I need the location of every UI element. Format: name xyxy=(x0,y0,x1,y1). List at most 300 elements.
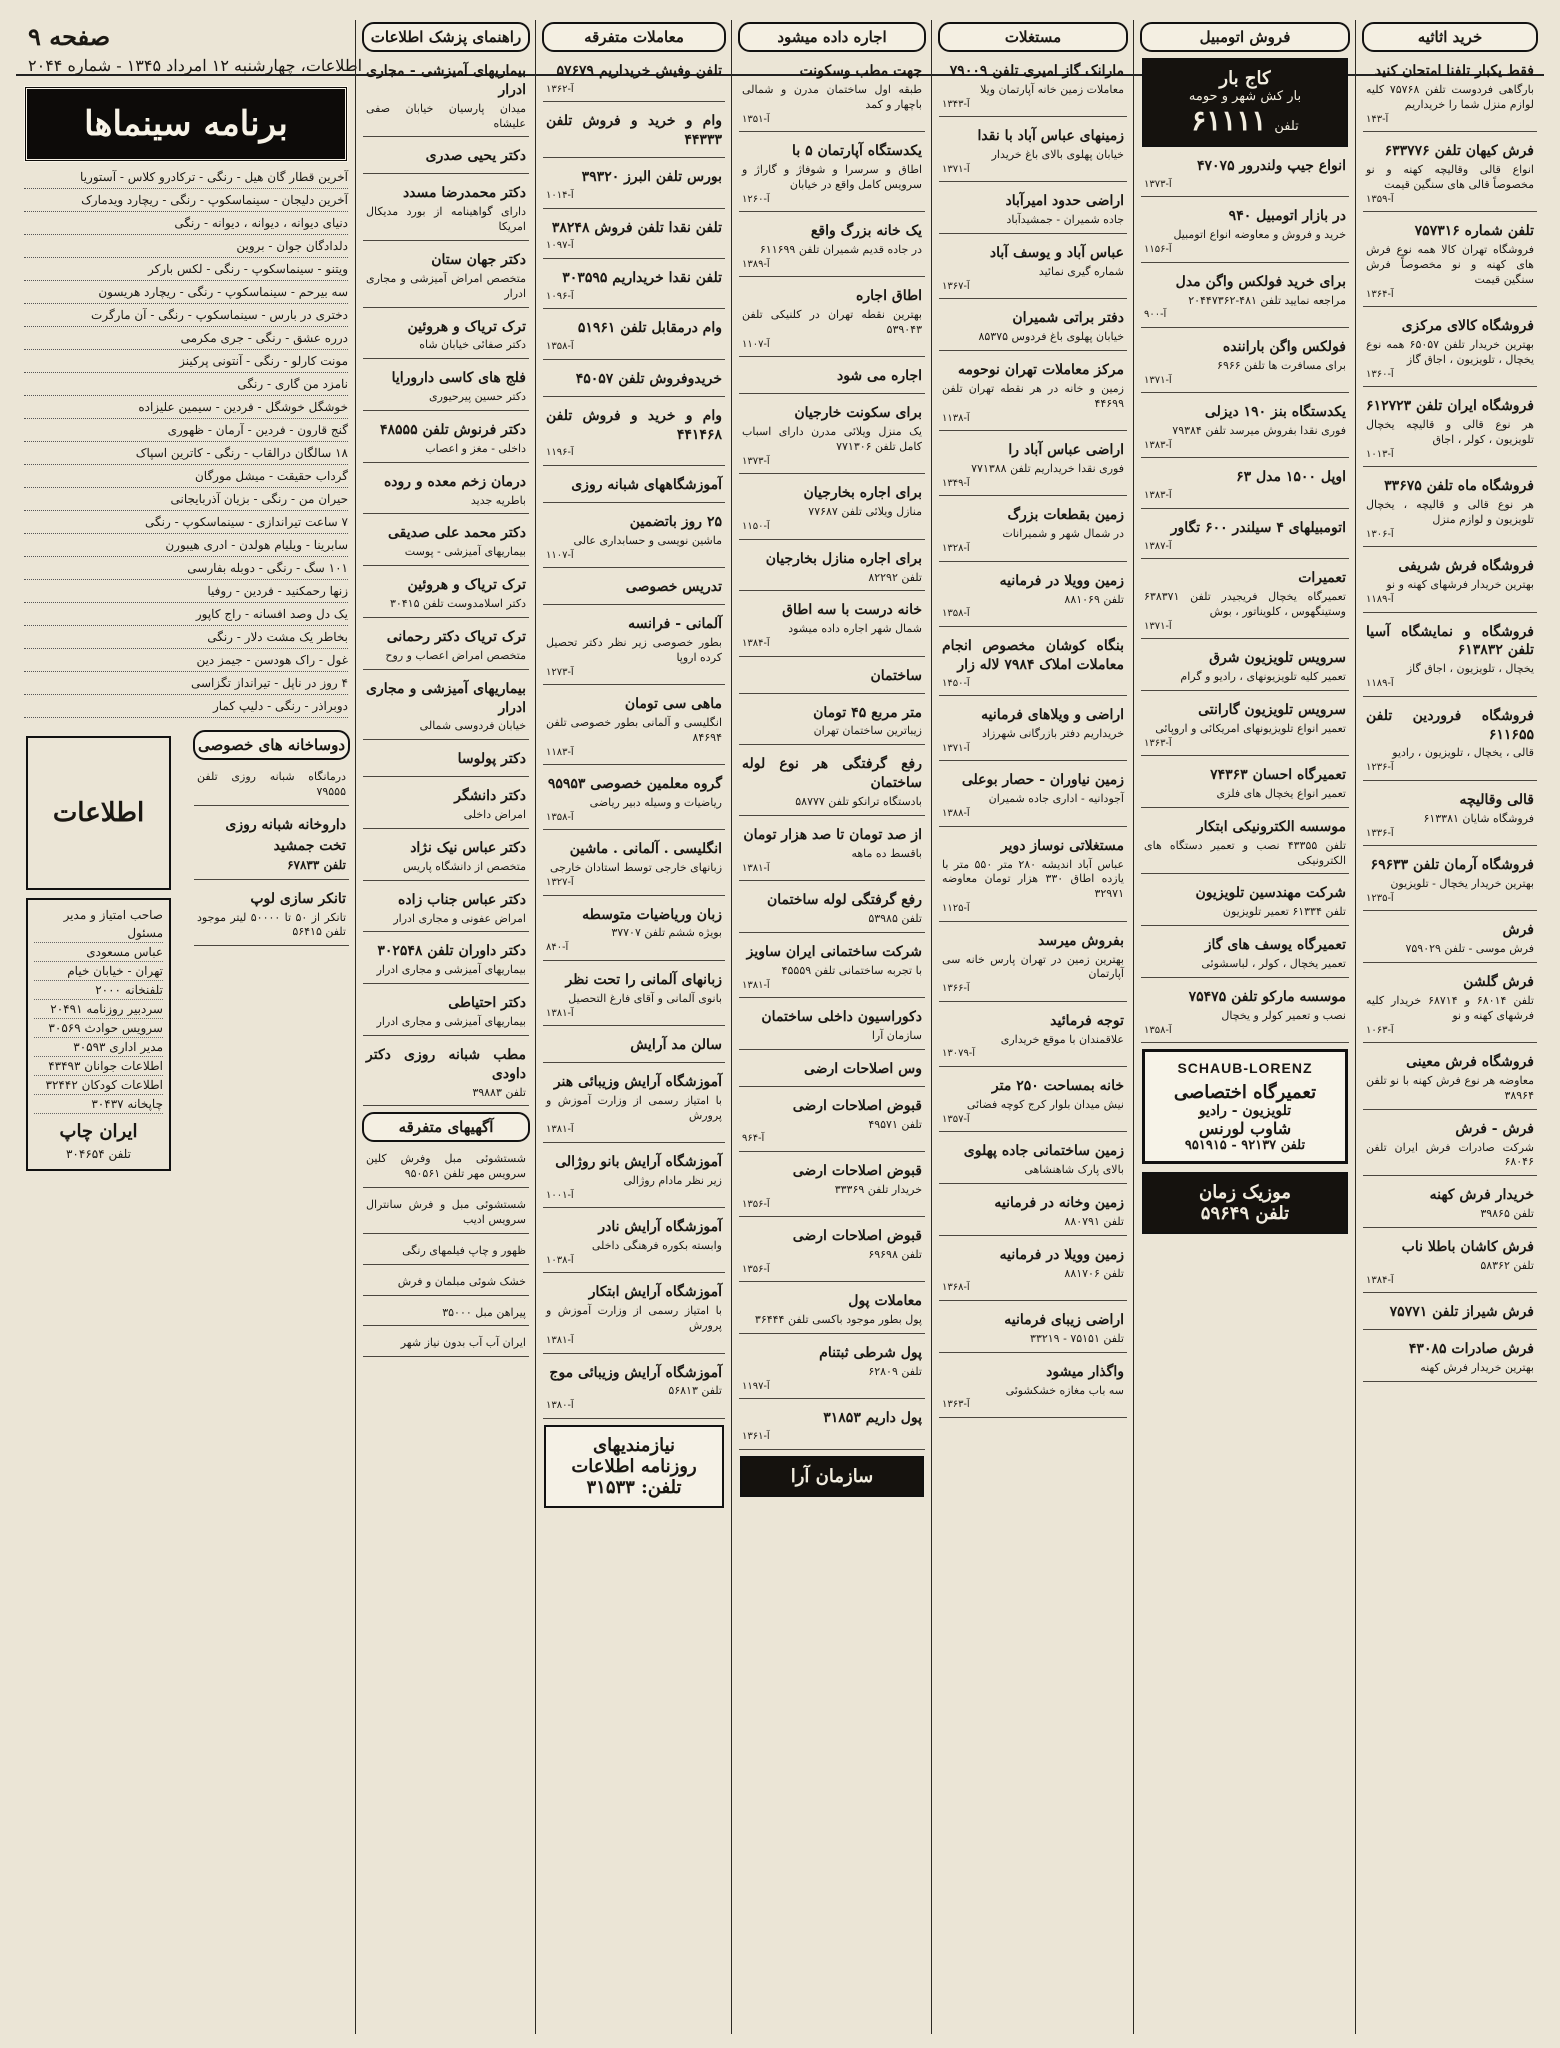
ad-title: برای سکونت خارجیان xyxy=(794,405,922,422)
ad-body: معاوضه هر نوع فرش کهنه با نو تلفن ۳۸۹۶۴ xyxy=(1366,1073,1534,1102)
ad-title: فروشگاه ایران تلفن ۶۱۲۷۲۳ xyxy=(1366,398,1534,415)
classified-ad xyxy=(363,314,529,360)
ad-reference: آ-۱۲۶۰ xyxy=(742,193,770,205)
classified-ad xyxy=(543,1032,725,1063)
ad-reference: آ-۱۳۸۳ xyxy=(1144,439,1172,451)
classified-ad xyxy=(1141,565,1349,639)
classified-ad xyxy=(543,108,725,158)
ad-title: آموزشگاه آرایش ابتکار xyxy=(588,1284,722,1301)
ad-title: سالن مد آرایش xyxy=(630,1037,722,1054)
ad-title: تعمیرگاه احسان ۷۴۳۶۳ xyxy=(1210,767,1346,784)
ad-body: خریدار تلفن ۳۳۳۶۹ xyxy=(834,1182,922,1196)
ad-title: خریدار فرش کهنه xyxy=(1429,1187,1534,1204)
ad-body: تلفن ۸۸۰۷۹۱ xyxy=(1064,1214,1124,1228)
ad-title: فلج های کاسی دارورایا xyxy=(391,370,526,387)
ad-reference: آ-۱۳۸۳ xyxy=(1144,490,1172,502)
classified-ad xyxy=(543,1279,725,1353)
ad-reference: آ-۱۳۰۶ xyxy=(1366,528,1394,540)
classified-ad xyxy=(939,1307,1127,1353)
ad-title: موسسه مارکو تلفن ۷۵۴۷۵ xyxy=(1188,988,1346,1005)
classified-ad xyxy=(363,247,529,308)
ad-body: خیابان پهلوی بالای باغ خریدار xyxy=(991,148,1124,162)
ad-title: دکوراسیون داخلی ساختمان xyxy=(761,1009,922,1026)
classified-ad xyxy=(739,887,925,933)
ad-body: تعمیرگاه یخچال فریجیدر تلفن ۶۳۸۳۷۱ وستینگهوس ، کلویناتور ، بوش xyxy=(1144,590,1346,618)
classified-ad xyxy=(739,363,925,394)
ad-title: متر مربع ۴۵ تومان xyxy=(813,704,922,721)
ad-title: آموزشگاههای شبانه روزی xyxy=(571,476,722,493)
classified-ad xyxy=(543,164,725,208)
ad-reference: آ-۱۱۳۸ xyxy=(942,412,970,424)
ad-reference: آ-۱۳۵۶ xyxy=(742,1198,770,1210)
classified-ad xyxy=(543,1149,725,1208)
cinema-listing: دنیای دیوانه ، دیوانه ، دیوانه - رنگی xyxy=(24,214,348,235)
ad-reference: آ-۱۳۵۱ xyxy=(742,113,770,125)
dateline: اطلاعات، چهارشنبه ۱۲ امرداد ۱۳۴۵ - شماره ۲۰۴۴ xyxy=(28,56,363,75)
ad-reference: آ-۱۳۷۱ xyxy=(942,163,970,175)
classified-ad xyxy=(939,502,1127,561)
ad-body: داخلی - مغز و اعصاب xyxy=(425,441,526,455)
schaub-name: شاوب لورنس xyxy=(1198,1119,1292,1139)
ad-title: دکتر احتیاطی xyxy=(448,995,526,1012)
ad-reference: آ-۱۱۸۹ xyxy=(1366,594,1394,606)
ad-body: عباس آباد اندیشه ۲۸۰ متر ۵۵۰ متر با یازده اطاق ۳۳۰ هزار تومان معاوضه ۳۲۹۷۱ xyxy=(942,857,1125,901)
column-furniture xyxy=(1355,20,1544,2034)
classified-ad xyxy=(739,283,925,357)
ad-title: فرش xyxy=(1502,922,1534,939)
ad-body: آجودانیه - اداری جاده شمیران xyxy=(988,792,1124,806)
classified-ad xyxy=(939,568,1127,627)
ad-title: زمین نیاوران - حصار بوعلی xyxy=(961,772,1124,789)
ad-body: بانوی آلمانی و آقای فارغ التحصیل xyxy=(568,991,722,1005)
ad-body: تعمیر کلیه تلویزیونهای ، رادیو و گرام xyxy=(1180,670,1346,684)
ad-title: ترک تریاک دکتر رحمانی xyxy=(386,628,526,645)
need-phone: تلفن: ۳۱۵۳۳ xyxy=(586,1476,682,1498)
ad-title: فروشگاه فرش معینی xyxy=(1406,1054,1534,1071)
cinema-listing: ۷ ساعت تیراندازی - سینماسکوپ - رنگی xyxy=(24,513,348,534)
masthead-line: عباس مسعودی xyxy=(34,943,163,962)
classified-ad xyxy=(543,611,725,685)
ad-title: مارانک گاز امیری تلفن ۷۹۰۰۹ xyxy=(949,63,1124,79)
ad-reference: آ-۱۰۱۴ xyxy=(546,190,574,202)
ad-reference: آ-۱۳۷۳ xyxy=(1144,178,1172,190)
ad-reference: آ-۹۰۰ xyxy=(1144,309,1167,321)
pharmacy-name: تخت جمشید xyxy=(273,837,346,854)
classified-ad xyxy=(543,403,725,466)
ad-title: آموزشگاه آرایش نادر xyxy=(598,1219,722,1236)
ad-reference: آ-۱۳۵۸ xyxy=(1144,1024,1172,1036)
classified-ad xyxy=(1363,787,1537,846)
ad-title: شرکت مهندسین تلویزیون xyxy=(1195,885,1346,902)
tanker-body: تانکر از ۵۰ تا ۵۰۰۰۰ لیتر موجود تلفن ۵۶۴۱۵ xyxy=(197,910,347,939)
classified-ad xyxy=(363,783,529,829)
ad-reference: آ-۱۲۳۵ xyxy=(1366,892,1394,904)
ad-body: تلفن ۶۸۰۱۴ و ۶۸۷۱۴ خریدار کلیه فرشهای کهنه و نو xyxy=(1366,993,1534,1022)
classified-ad xyxy=(939,357,1127,431)
page-number: صفحه ۹ xyxy=(28,22,111,51)
ad-body: ریاضیات و وسیله دبیر ریاضی xyxy=(589,795,722,809)
classified-ad xyxy=(1363,703,1537,781)
ad-reference: آ-۱۰۳۸ xyxy=(546,1254,574,1266)
ad-body: امراض داخلی xyxy=(463,808,526,822)
classified-ad xyxy=(739,1288,925,1334)
column-heading: راهنمای پزشک اطلاعات xyxy=(362,22,530,52)
special-ad: شستشوئی مبل وفرش کلین سرویس مهر تلفن ۹۵۰۵۶۱ xyxy=(363,1148,529,1188)
ad-title: فروشگاه ماه تلفن ۳۳۶۷۵ xyxy=(1384,478,1534,495)
classified-ad xyxy=(543,509,725,568)
classified-ad xyxy=(939,1242,1127,1301)
ad-title: از صد تومان تا صد هزار تومان xyxy=(743,826,922,843)
ad-reference: آ-۱۱۸۳ xyxy=(546,746,574,758)
ad-title: مستغلاتی نوساز دویر xyxy=(1000,837,1124,854)
cinema-listing: بخاطر یک مشت دلار - رنگی xyxy=(24,628,348,649)
ad-body: متخصص امراض اعصاب و روح xyxy=(385,648,526,662)
ad-reference: آ-۱۱۲۵ xyxy=(942,903,970,915)
column-heading: اجاره داده میشود xyxy=(738,22,926,52)
cinema-listing: آخرین قطار گان هیل - رنگی - ترکادرو کلاس - آستوریا xyxy=(24,168,348,189)
ad-title: دفتر براتی شمیران xyxy=(1012,310,1124,327)
ad-reference: آ-۱۳۸۱ xyxy=(546,1124,574,1136)
kaj-phone-label: تلفن xyxy=(1274,119,1299,134)
ad-reference: آ-۱۳۶۴ xyxy=(1366,288,1394,300)
ad-title: توجه فرمائید xyxy=(1050,1012,1124,1029)
classified-ad xyxy=(543,366,725,397)
classified-ad xyxy=(939,1073,1127,1132)
masthead-line: تهران - خیابان خیام xyxy=(34,962,163,981)
ad-body: میدان پارسیان خیابان صفی علیشاه xyxy=(366,101,526,130)
cinema-listing: دختری در بارس - سینماسکوپ - رنگی - آن مارگرت xyxy=(24,306,348,327)
ad-body: یخچال ، تلویزیون ، اجاق گاز xyxy=(1406,662,1534,676)
classified-ad xyxy=(939,1138,1127,1184)
ad-title: اراضی زیبای فرمانیه xyxy=(1004,1311,1124,1328)
special-ad: ظهور و چاپ فیلمهای رنگی xyxy=(363,1240,529,1265)
pharmacy-phone: تلفن ۶۷۸۳۳ xyxy=(287,858,346,873)
ad-reference: آ-۱۳۸۱ xyxy=(546,1335,574,1347)
classified-ad xyxy=(739,1093,925,1152)
classified-ad xyxy=(1141,762,1349,808)
classified-ad xyxy=(1141,515,1349,559)
music-title: موزیک زمان xyxy=(1198,1182,1292,1204)
classified-ad xyxy=(543,836,725,895)
ad-body: سه باب مغازه خشکشوئی xyxy=(1005,1383,1124,1397)
ad-title: دکتر جهان ستان xyxy=(431,251,526,268)
ad-reference: آ-۱۲۳۶ xyxy=(1366,762,1394,774)
need-title: نیازمندیهای xyxy=(592,1434,676,1456)
classified-ad xyxy=(1141,269,1349,328)
ad-body: خیابان فردوسی شمالی xyxy=(419,719,526,733)
ad-body: علاقمندان با موقع خریداری xyxy=(1000,1032,1124,1046)
kaj-subtitle: بار کش شهر و حومه xyxy=(1188,89,1302,104)
ad-body: سازمان آرا xyxy=(871,1028,922,1042)
classified-ad xyxy=(1141,880,1349,926)
ad-reference: آ-۱۴۳ xyxy=(1366,113,1389,125)
special-ad: شستشوئی مبل و فرش سانترال سرویس ادیب xyxy=(363,1194,529,1234)
classified-ad xyxy=(739,751,925,816)
cinema-listing: دلدادگان جوان - بروین xyxy=(24,237,348,258)
cinema-listing: یک دل وصد افسانه - راج کاپور xyxy=(24,605,348,626)
ad-title: وام و خرید و فروش تلفن ۴۴۱۴۶۸ xyxy=(546,407,722,443)
ad-reference: آ-۱۱۵۶ xyxy=(1144,244,1172,256)
column-heading: مستغلات xyxy=(938,22,1128,52)
ad-title: دکتر محمدرضا مسدد xyxy=(402,185,526,202)
ad-title: دکتر پولوسا xyxy=(457,751,526,768)
ad-title: تعمیرگاه یوسف های گاز xyxy=(1204,937,1346,954)
classified-ad xyxy=(1141,334,1349,393)
ad-title: دکتر فرنوش تلفن ۴۸۵۵۵ xyxy=(380,421,526,438)
ad-body: فوری نقدا خریداریم تلفن ۷۷۱۳۸۸ xyxy=(971,462,1124,476)
ad-body: شرکت صادرات فرش ایران تلفن ۶۸۰۴۶ xyxy=(1366,1140,1534,1169)
ad-reference: آ-۱۱۰۷ xyxy=(546,549,574,561)
kaj-bar-ad xyxy=(1142,58,1348,147)
classified-ad xyxy=(939,188,1127,234)
ad-reference: آ-۱۳۲۷ xyxy=(546,877,574,889)
classified-ad xyxy=(543,967,725,1026)
cinema-listing: ویتنو - سینماسکوپ - رنگی - لکس بارکر xyxy=(24,260,348,281)
ad-title: زمین ساختمانی جاده پهلوی xyxy=(963,1143,1124,1160)
classified-ad xyxy=(363,572,529,618)
ad-title: قبوض اصلاحات ارضی xyxy=(792,1228,922,1245)
ad-body: باطریه جدید xyxy=(470,493,526,507)
ad-reference: آ-۱۳۳۶ xyxy=(1366,827,1394,839)
classified-ad xyxy=(1363,393,1537,467)
classified-ad xyxy=(1141,984,1349,1043)
cinema-listing: نامزد من گاری - رنگی xyxy=(24,375,348,396)
classified-ad xyxy=(1363,1049,1537,1110)
ad-title: فرش - فرش xyxy=(1455,1120,1534,1137)
classified-ad xyxy=(739,546,925,592)
ad-body: زیباترین ساختمان تهران xyxy=(813,724,922,738)
special-ad: خشک شوئی مبلمان و فرش xyxy=(363,1271,529,1296)
cinema-listing: آخرین دلیجان - سینماسکوپ - رنگی - ریچارد ویدمارک xyxy=(24,191,348,212)
ad-title: قالی وقالیچه xyxy=(1459,791,1534,808)
ad-reference: آ-۱۳۷۱ xyxy=(1144,620,1172,632)
classified-ad xyxy=(739,1223,925,1282)
ad-title: انگلیسی . آلمانی . ماشین xyxy=(569,841,722,858)
ad-title: اراضی و ویلاهای فرمانیه xyxy=(981,707,1124,724)
classified-ad xyxy=(1141,814,1349,875)
classified-ad xyxy=(739,597,925,656)
cinema-listing: سه بیرحم - سینماسکوپ - رنگی - ریچارد هریسون xyxy=(24,283,348,304)
classified-ad xyxy=(363,520,529,566)
ad-title: آموزشگاه آرایش وزیبائی موج xyxy=(549,1364,722,1381)
ad-title: دکتر یحیی صدری xyxy=(425,148,526,165)
ad-title: جهت مطب وسکونت xyxy=(799,63,922,79)
ad-title: اراضی عباس آباد را xyxy=(1008,442,1124,459)
ad-reference: آ-۱۳۵۸ xyxy=(546,341,574,353)
ad-title: زمین وویلا در فرمانیه xyxy=(999,572,1124,589)
classified-ad xyxy=(1141,203,1349,262)
ad-body: منازل ویلائی تلفن ۷۷۶۸۷ xyxy=(808,505,922,519)
classified-ad xyxy=(363,143,529,174)
ad-title: آموزشگاه آرایش وزیبائی هنر xyxy=(553,1073,722,1090)
classified-ad xyxy=(543,691,725,765)
classified-ad xyxy=(739,58,925,132)
special-ad: پیراهن مبل ۳۵۰۰۰ xyxy=(363,1302,529,1327)
classified-ad xyxy=(543,1069,725,1143)
ad-body: وابسته بکوره فرهنگی داخلی xyxy=(591,1239,722,1253)
ad-body: شماره گیری نمائید xyxy=(1038,265,1124,279)
ad-title: سرویس تلویزیون شرق xyxy=(1209,650,1346,667)
masthead-line: مدیر اداری ۳۰۵۹۳ xyxy=(34,1038,163,1057)
ad-reference: آ-۱۳۸۰ xyxy=(546,1400,574,1412)
ad-reference: آ-۱۰۱۳ xyxy=(1366,448,1394,460)
schaub-brand: SCHAUB-LORENZ xyxy=(1177,1060,1313,1077)
classified-ad xyxy=(939,1359,1127,1418)
classified-ad xyxy=(739,663,925,694)
ad-title: اتومبیلهای ۴ سیلندر ۶۰۰ تگاور xyxy=(1170,519,1346,536)
ad-reference: آ-۹۶۴ xyxy=(742,1133,765,1145)
classified-ad xyxy=(1141,645,1349,691)
ad-title: پول شرطی ثبتنام xyxy=(819,1345,922,1362)
ad-reference: آ-۱۳۵۸ xyxy=(942,608,970,620)
ad-body: با امتیاز رسمی از وزارت آموزش و پرورش xyxy=(546,1304,722,1333)
ad-body: دکتر حسین پیرحیوری xyxy=(429,390,526,404)
ad-title: وام درمقابل تلفن ۵۱۹۶۱ xyxy=(577,320,722,337)
ad-body: اطاق و سرسرا و شوفاژ و گاراژ و سرویس کامل واقع در خیابان xyxy=(742,162,922,191)
ad-body: بهترین زمین در تهران پارس خانه سی آپارتمان xyxy=(942,952,1124,981)
ad-title: مرکز معاملات تهران نوحومه xyxy=(957,362,1124,379)
ad-body: تلفن ۸۸۱۰۶۹ xyxy=(1064,592,1124,606)
ad-title: دکتر داوران تلفن ۳۰۲۵۴۸ xyxy=(377,943,526,960)
ad-reference: آ-۱۲۷۳ xyxy=(546,666,574,678)
clinics-heading: دوساخانه های خصوصی xyxy=(193,730,350,760)
ad-reference: آ-۱۳۵۸ xyxy=(546,811,574,823)
ad-title: سرویس تلویزیون گارانتی xyxy=(1198,701,1346,718)
cinema-listing: گنج قارون - فردین - آرمان - ظهوری xyxy=(24,421,348,442)
printer-phone: تلفن ۳۰۴۶۵۴ xyxy=(65,1147,131,1161)
ad-title: فرش شیراز تلفن ۷۵۷۷۱ xyxy=(1389,1304,1534,1321)
ad-reference: آ-۱۳۸۹ xyxy=(742,258,770,270)
ad-title: بفروش میرسد xyxy=(1038,932,1124,949)
ad-body: فروشگاه شایان ۶۱۳۳۸۱ xyxy=(1423,811,1534,825)
classified-ad-box xyxy=(544,1425,724,1508)
kaj-title: کاج بار xyxy=(1219,68,1271,89)
classified-ad xyxy=(1363,917,1537,963)
ad-reference: آ-۸۴۰ xyxy=(546,942,569,954)
ad-title: مطب شبانه روزی دکتر داودی xyxy=(366,1046,526,1082)
ad-reference: آ-۱۳۷۳ xyxy=(742,455,770,467)
classified-ad xyxy=(939,928,1127,1002)
ad-title: آموزشگاه آرایش بانو روژالی xyxy=(555,1153,722,1170)
classified-ad xyxy=(363,676,529,741)
ad-title: فرش صادرات ۴۳۰۸۵ xyxy=(1408,1341,1534,1358)
schaub-title: تعمیرگاه اختصاصی xyxy=(1173,1082,1317,1104)
ad-title: انواع جیپ ولندرور ۴۷۰۷۵ xyxy=(1196,158,1346,174)
ad-reference: آ-۱۳۶۶ xyxy=(942,983,970,995)
classified-ad xyxy=(543,215,725,259)
ad-reference: آ-۱۳۶۱ xyxy=(742,1431,770,1443)
ad-reference: آ-۱۱۵۰ xyxy=(742,521,770,533)
cinema-listing: ۱۰۱ سگ - رنگی - دوبله بفارسی xyxy=(24,559,348,580)
ad-reference: آ-۱۳۶۰ xyxy=(1366,368,1394,380)
column-heading: خرید اثاثیه xyxy=(1362,22,1538,52)
masthead-line: سرویس حوادث ۳۰۵۶۹ xyxy=(34,1019,163,1038)
ad-body: پول بطور موجود باکسی تلفن ۳۶۴۴۴ xyxy=(754,1313,922,1327)
ad-body: انواع قالی وقالیچه کهنه و نو مخصوصاً قالی های سنگین قیمت xyxy=(1366,162,1534,191)
ad-title: قبوض اصلاحات ارضی xyxy=(792,1097,922,1114)
ad-title: اجاره می شود xyxy=(836,368,922,385)
ad-body: دکتر صفائی خیابان شاه xyxy=(419,338,526,352)
printer-name: ایران چاپ xyxy=(59,1121,138,1142)
music-phone: تلفن ۵۹۶۴۹ xyxy=(1200,1203,1290,1225)
column-heading: فروش اتومبیل xyxy=(1140,22,1350,52)
classified-ad xyxy=(1141,399,1349,458)
masthead-line: صاحب امتیاز و مدیر مسئول xyxy=(34,906,163,943)
special-ad: ایران آب آب بدون نیاز شهر xyxy=(363,1332,529,1357)
classified-ad xyxy=(1363,473,1537,547)
ad-body: تعمیر انواع یخچال های فلزی xyxy=(1216,787,1346,801)
ad-title: تدریس خصوصی xyxy=(625,579,722,596)
classified-ad xyxy=(739,700,925,746)
sazman-title: سازمان آرا xyxy=(790,1465,874,1487)
ad-body: فروشگاه تهران کالا همه نوع فرش های کهنه و نو مخصوصاً فرش سنگین قیمت xyxy=(1366,243,1534,286)
ad-reference: آ-۱۳۴۳ xyxy=(942,98,970,110)
ad-reference: آ-۱۳۸۷ xyxy=(1144,540,1172,552)
ad-reference: آ-۱۳۵۹ xyxy=(1366,193,1394,205)
masthead-line: اطلاعات جوانان ۴۳۴۹۳ xyxy=(34,1057,163,1076)
ad-body: تعمیر یخچال ، کولر ، لباسشوئی xyxy=(1201,957,1346,971)
classified-ad xyxy=(363,58,529,137)
classified-ad xyxy=(543,265,725,309)
classified-ad xyxy=(739,1056,925,1087)
cinema-listing: ۴ روز در ناپل - تیرانداز تگزاسی xyxy=(24,674,348,695)
ad-title: بیماریهای آمیزشی و مجاری ادرار xyxy=(366,680,526,716)
ad-body: در جاده قدیم شمیران تلفن ۶۱۱۶۹۹ xyxy=(759,243,922,257)
classified-ad xyxy=(939,1008,1127,1067)
ad-body: شمال شهر اجاره داده میشود xyxy=(788,622,922,636)
cinema-listing: حیران من - رنگی - بزیان آذربایجانی xyxy=(24,490,348,511)
ad-body: یک منزل ویلائی مدرن دارای اسباب کامل تلفن ۷۷۱۳۰۶ xyxy=(742,425,922,454)
classified-ad xyxy=(1141,153,1349,197)
ad-body: با امتیاز رسمی از وزارت آموزش و پرورش xyxy=(546,1093,722,1122)
ad-body: تلفن ۴۹۵۷۱ xyxy=(868,1117,922,1131)
ad-body: بادستگاه ترانکو تلفن ۵۸۷۷۷ xyxy=(795,795,922,809)
ad-title: بیماریهای آمیزشی - مجاری ادرار xyxy=(366,63,526,98)
ad-title: تلفن شماره ۷۵۷۳۱۶ xyxy=(1414,223,1534,240)
ad-title: فروشگاه کالای مرکزی xyxy=(1401,318,1534,335)
classified-ad xyxy=(739,1340,925,1399)
classified-ad xyxy=(1363,1116,1537,1177)
ad-title: ماهی سی تومان xyxy=(624,696,722,712)
classified-ad xyxy=(543,574,725,605)
masthead-line: اطلاعات کودکان ۳۲۴۴۲ xyxy=(34,1076,163,1095)
classified-ad xyxy=(363,469,529,515)
ad-title: اراضی حدود امیرآباد xyxy=(1005,193,1124,210)
ad-title: گروه معلمین خصوصی ۹۵۹۵۳ xyxy=(547,776,722,793)
kaj-phone: ۶۱۱۱۱ xyxy=(1191,104,1267,137)
ad-title: خانه درست با سه اطاق xyxy=(782,602,922,619)
ad-title: زمین وویلا در فرمانیه xyxy=(999,1246,1124,1263)
column-heading: معاملات متفرقه xyxy=(542,22,726,52)
special-heading: آگهیهای متفرقه xyxy=(362,1112,530,1142)
ad-title: معاملات پول xyxy=(848,1293,922,1310)
classified-ad xyxy=(1363,58,1537,132)
cinema-listing: سابرینا - ویلیام هولدن - ادری هیبورن xyxy=(24,536,348,557)
ad-title: فولکس واگن باراننده xyxy=(1222,338,1346,355)
ad-title: زمینهای عباس آباد با نقدا xyxy=(977,128,1124,145)
classified-ad xyxy=(1363,969,1537,1043)
classified-ad xyxy=(363,624,529,670)
ad-reference: آ-۱۳۶۳ xyxy=(942,1399,970,1411)
ad-title: فروشگاه آرمان تلفن ۶۹۶۳۳ xyxy=(1370,857,1534,874)
classified-ad xyxy=(1363,1182,1537,1228)
ad-body: تلفن ۳۹۸۶۵ xyxy=(1480,1207,1534,1221)
classified-ad xyxy=(543,1360,725,1419)
column-rentals xyxy=(731,20,932,2034)
ad-body: بهترین خریدار یخچال - تلویزیون xyxy=(1390,876,1534,890)
ad-title: فرش کیهان تلفن ۶۳۳۷۷۶ xyxy=(1384,143,1534,160)
classified-ad xyxy=(939,633,1127,696)
